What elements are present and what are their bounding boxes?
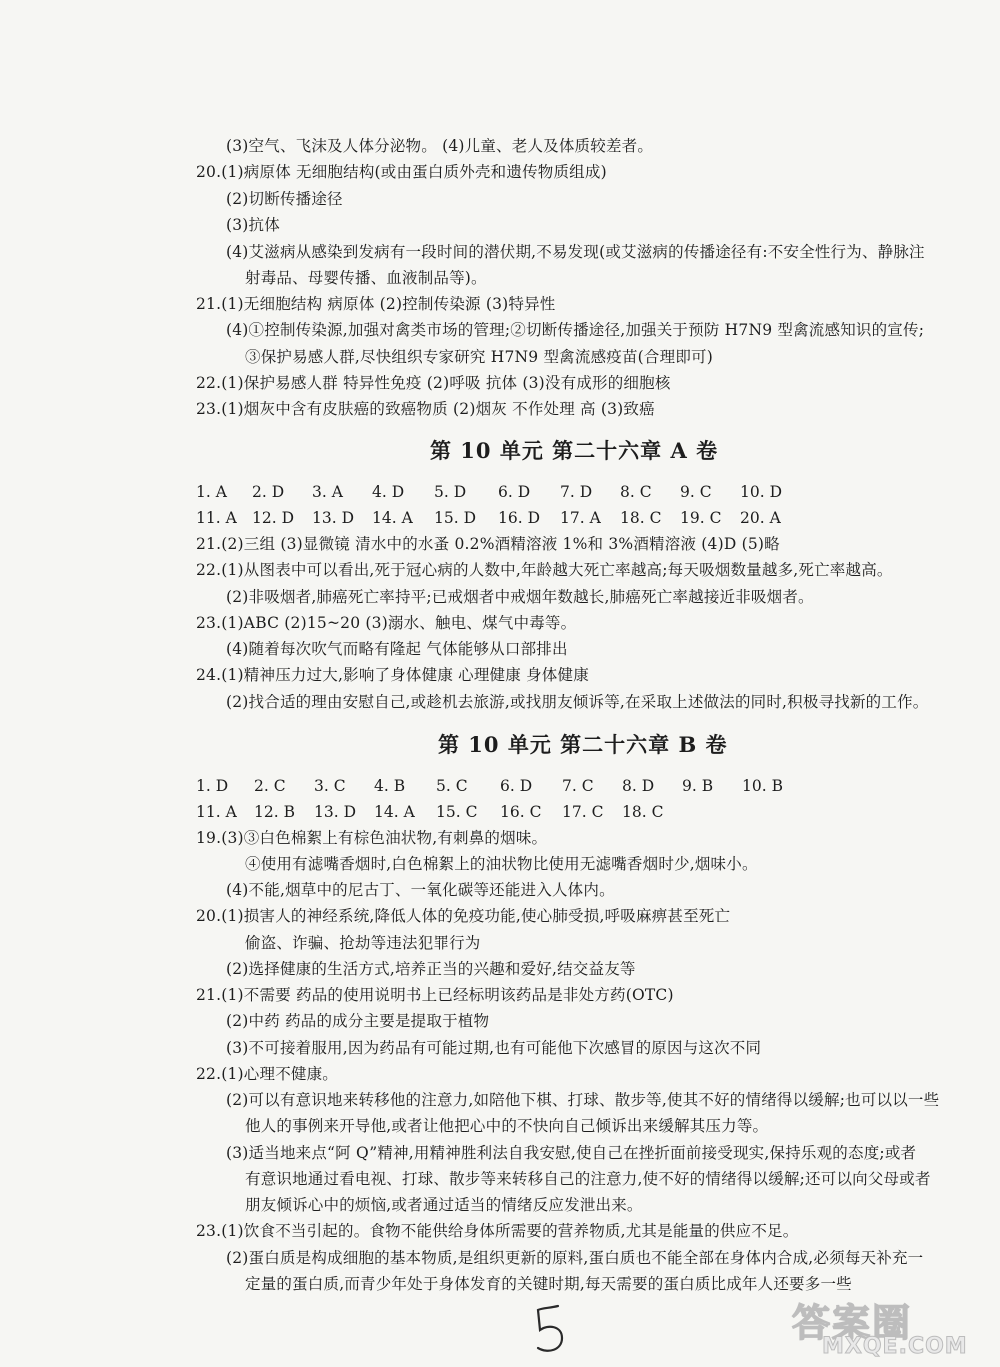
mc-answer: 2. D (252, 483, 285, 501)
mc-answer: 5. C (436, 777, 468, 795)
handwritten-mark (528, 1300, 578, 1360)
mc-answer: 6. D (498, 483, 531, 501)
answer-line: 射毒品、母婴传播、血液制品等)。 (245, 269, 487, 287)
section-a-heading: 第 10 单元 第二十六章 A 卷 (430, 438, 719, 463)
answer-line: (3)抗体 (226, 216, 280, 234)
answer-line: (4)随着每次吹气而略有隆起 气体能够从口部排出 (226, 640, 568, 658)
mc-answer: 18. C (622, 803, 664, 821)
mc-answer: 12. B (254, 803, 295, 821)
mc-answer: 16. C (500, 803, 542, 821)
answer-line: (3)适当地来点“阿 Q”精神,用精神胜利法自我安慰,使自己在挫折面前接受现实,保持乐观的态度;或者 (226, 1144, 917, 1162)
mc-answer: 9. C (680, 483, 712, 501)
mc-answer: 2. C (254, 777, 286, 795)
mc-answer: 5. D (434, 483, 467, 501)
answer-line: (2)非吸烟者,肺癌死亡率持平;已戒烟者中戒烟年数越长,肺癌死亡率越接近非吸烟者。 (226, 588, 814, 606)
mc-answer: 20. A (740, 509, 781, 527)
mc-answer: 7. D (560, 483, 593, 501)
mc-answer: 11. A (196, 803, 237, 821)
mc-answer: 9. B (682, 777, 714, 795)
mc-answer: 15. D (434, 509, 477, 527)
answer-line: 23.(1)烟灰中含有皮肤癌的致癌物质 (2)烟灰 不作处理 高 (3)致癌 (196, 400, 655, 418)
mc-answer: 19. C (680, 509, 722, 527)
mc-answer: 17. C (562, 803, 604, 821)
answer-line: (3)不可接着服用,因为药品有可能过期,也有可能他下次感冒的原因与这次不同 (226, 1039, 762, 1057)
answer-line: (2)切断传播途径 (226, 190, 343, 208)
answer-line: 23.(1)ABC (2)15~20 (3)溺水、触电、煤气中毒等。 (196, 614, 577, 632)
mc-answer: 1. A (196, 483, 227, 501)
mc-answer: 8. C (620, 483, 652, 501)
answer-line: 朋友倾诉心中的烦恼,或者通过适当的情绪反应发泄出来。 (245, 1196, 643, 1214)
mc-answer: 10. D (740, 483, 783, 501)
answer-line: 21.(2)三组 (3)显微镜 清水中的水蚤 0.2%酒精溶液 1%和 3%酒精溶液 (4)D (5)略 (196, 535, 780, 553)
answer-line: 20.(1)病原体 无细胞结构(或由蛋白质外壳和遗传物质组成) (196, 163, 607, 181)
answer-line: 21.(1)无细胞结构 病原体 (2)控制传染源 (3)特异性 (196, 295, 556, 313)
mc-answer: 7. C (562, 777, 594, 795)
answer-line: 有意识地通过看电视、打球、散步等来转移自己的注意力,使不好的情绪得以缓解;还可以向父母或者 (245, 1170, 931, 1188)
mc-answer: 3. A (312, 483, 343, 501)
mc-answer: 4. D (372, 483, 405, 501)
section-b-heading: 第 10 单元 第二十六章 B 卷 (438, 732, 728, 757)
answer-line: 22.(1)从图表中可以看出,死于冠心病的人数中,年龄越大死亡率越高;每天吸烟数量越多,死亡率越高。 (196, 561, 893, 579)
mc-answer: 12. D (252, 509, 295, 527)
answer-line: 定量的蛋白质,而青少年处于身体发育的关键时期,每天需要的蛋白质比成年人还要多一些 (245, 1275, 852, 1293)
answer-line: 20.(1)损害人的神经系统,降低人体的免疫功能,使心肺受损,呼吸麻痹甚至死亡 (196, 907, 731, 925)
answer-line: (2)中药 药品的成分主要是提取于植物 (226, 1012, 490, 1030)
answer-line: 偷盗、诈骗、抢劫等违法犯罪行为 (245, 934, 481, 952)
mc-row (196, 776, 956, 796)
mc-answer: 14. A (374, 803, 415, 821)
answer-line: (2)蛋白质是构成细胞的基本物质,是组织更新的原料,蛋白质也不能全部在身体内合成,必须每天补充一 (226, 1249, 924, 1267)
answer-line: 22.(1)心理不健康。 (196, 1065, 339, 1083)
mc-answer: 6. D (500, 777, 533, 795)
answer-line: 24.(1)精神压力过大,影响了身体健康 心理健康 身体健康 (196, 666, 589, 684)
answer-line: 21.(1)不需要 药品的使用说明书上已经标明该药品是非处方药(OTC) (196, 986, 674, 1004)
answer-line: (4)艾滋病从感染到发病有一段时间的潜伏期,不易发现(或艾滋病的传播途径有:不安全性行为、静脉注 (226, 243, 925, 261)
mc-answer: 11. A (196, 509, 237, 527)
mc-row (196, 802, 956, 822)
mc-answer: 13. D (314, 803, 357, 821)
mc-answer: 3. C (314, 777, 346, 795)
mc-row (196, 482, 956, 502)
answer-line: (3)空气、飞沫及人体分泌物。 (4)儿童、老人及体质较差者。 (226, 137, 654, 155)
answer-line: (4)①控制传染源,加强对禽类市场的管理;②切断传播途径,加强关于预防 H7N9 型禽流感知识的宣传; (226, 321, 925, 339)
mc-row (196, 508, 956, 528)
answer-line: 他人的事例来开导他,或者让他把心中的不快向自己倾诉出来缓解其压力等。 (245, 1117, 769, 1135)
watermark (782, 1292, 994, 1362)
mc-answer: 4. B (374, 777, 406, 795)
mc-answer: 17. A (560, 509, 601, 527)
answer-line: (2)选择健康的生活方式,培养正当的兴趣和爱好,结交益友等 (226, 960, 636, 978)
answer-line: (2)找合适的理由安慰自己,或趁机去旅游,或找朋友倾诉等,在采取上述做法的同时,积极寻找新的工作。 (226, 693, 929, 711)
answer-line: ③保护易感人群,尽快组织专家研究 H7N9 型禽流感疫苗(合理即可) (245, 348, 713, 366)
mc-answer: 15. C (436, 803, 478, 821)
mc-answer: 1. D (196, 777, 229, 795)
mc-answer: 13. D (312, 509, 355, 527)
answer-line: (4)不能,烟草中的尼古丁、一氧化碳等还能进入人体内。 (226, 881, 615, 899)
mc-answer: 18. C (620, 509, 662, 527)
mc-answer: 14. A (372, 509, 413, 527)
mc-answer: 10. B (742, 777, 783, 795)
mc-answer: 16. D (498, 509, 541, 527)
answer-line: ④使用有滤嘴香烟时,白色棉絮上的油状物比使用无滤嘴香烟时少,烟味小。 (245, 855, 758, 873)
answer-line: 19.(3)③白色棉絮上有棕色油状物,有刺鼻的烟味。 (196, 829, 548, 847)
answer-line: (2)可以有意识地来转移他的注意力,如陪他下棋、打球、散步等,使其不好的情绪得以缓解;也可以以一些 (226, 1091, 940, 1109)
answer-line: 23.(1)饮食不当引起的。食物不能供给身体所需要的营养物质,尤其是能量的供应不足。 (196, 1222, 799, 1240)
answer-line: 22.(1)保护易感人群 特异性免疫 (2)呼吸 抗体 (3)没有成形的细胞核 (196, 374, 671, 392)
mc-answer: 8. D (622, 777, 655, 795)
watermark-url: MXQE.COM (822, 1334, 968, 1359)
watermark-logo: 答案圈 (792, 1301, 913, 1345)
